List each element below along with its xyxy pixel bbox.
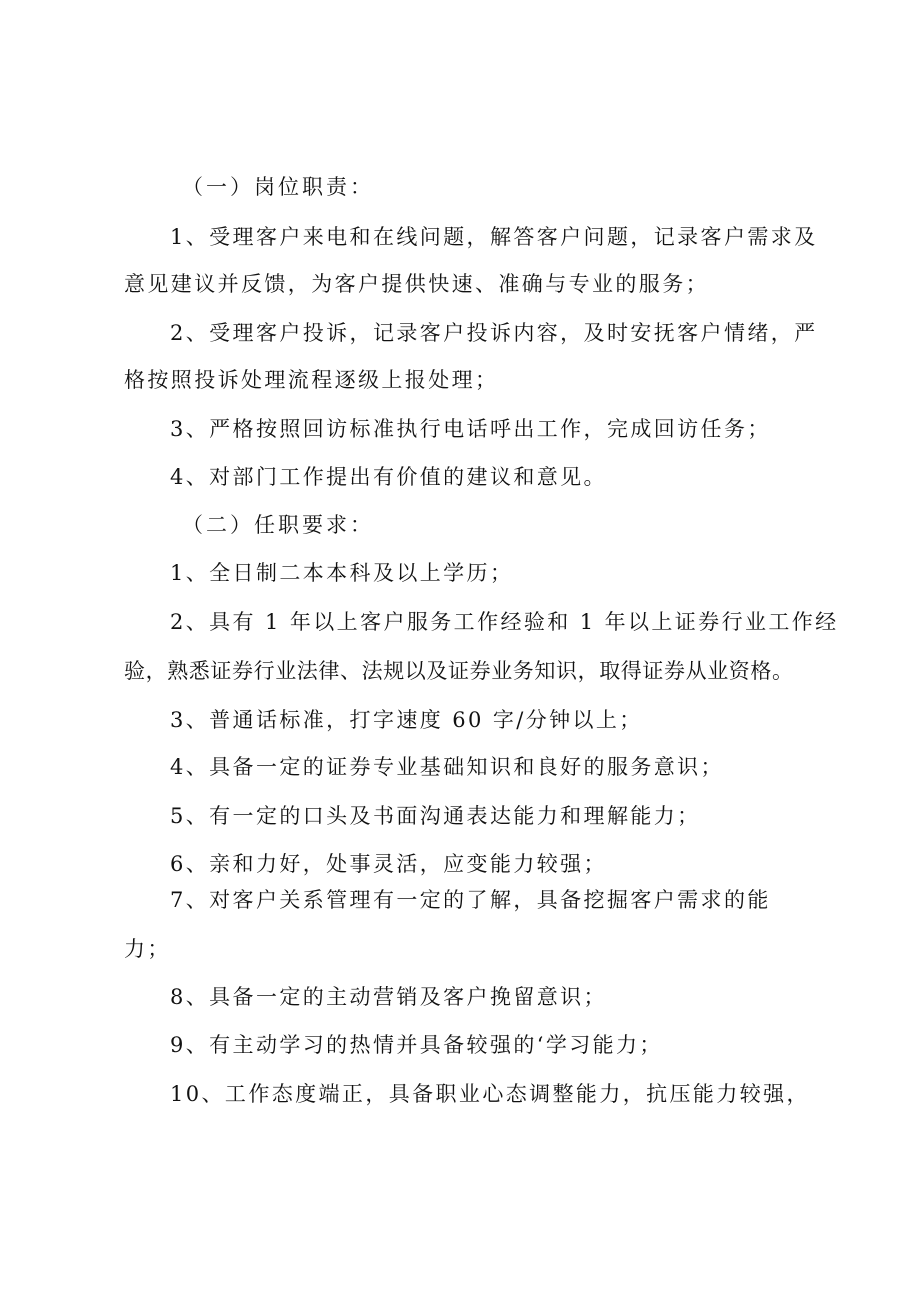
duty-item-1-line-1: 1、受理客户来电和在线问题，解答客户问题，记录客户需求及 [170,225,818,249]
requirement-item-2-line-1: 2、具有 1 年以上客户服务工作经验和 1 年以上证券行业工作经 [170,610,839,634]
section-heading-requirements: （二）任职要求： [182,513,374,537]
duty-item-3: 3、严格按照回访标准执行电话呼出工作，完成回访任务； [170,417,771,441]
duty-item-4: 4、对部门工作提出有价值的建议和意见。 [170,465,607,489]
requirement-item-5: 5、有一定的口头及书面沟通表达能力和理解能力； [170,804,701,828]
duty-item-1-line-2: 意见建议并反馈，为客户提供快速、准确与专业的服务； [124,272,709,296]
requirement-item-2-line-2: 验，熟悉证券行业法律、法规以及证券业务知识，取得证券从业资格。 [124,659,794,683]
requirement-item-1: 1、全日制二本本科及以上学历； [170,561,514,585]
section-heading-duties: （一）岗位职责： [182,175,374,199]
requirement-item-8: 8、具备一定的主动营销及客户挽留意识； [170,985,607,1009]
requirement-item-7-line-1: 7、对客户关系管理有一定的了解，具备挖掘客户需求的能 [170,888,771,912]
requirement-item-4: 4、具备一定的证券专业基础知识和良好的服务意识； [170,755,724,779]
duty-item-2-line-1: 2、受理客户投诉，记录客户投诉内容，及时安抚客户情绪，严 [170,321,818,345]
requirement-item-3: 3、普通话标准，打字速度 60 字/分钟以上； [170,708,643,732]
requirement-item-7-line-2: 力； [124,937,171,961]
duty-item-2-line-2: 格按照投诉处理流程逐级上报处理； [124,368,499,392]
requirement-item-9: 9、有主动学习的热情并具备较强的‘学习能力； [170,1033,663,1057]
requirement-item-6: 6、亲和力好，处事灵活，应变能力较强； [170,852,607,876]
requirement-item-10: 10、工作态度端正，具备职业心态调整能力，抗压能力较强， [170,1082,810,1106]
